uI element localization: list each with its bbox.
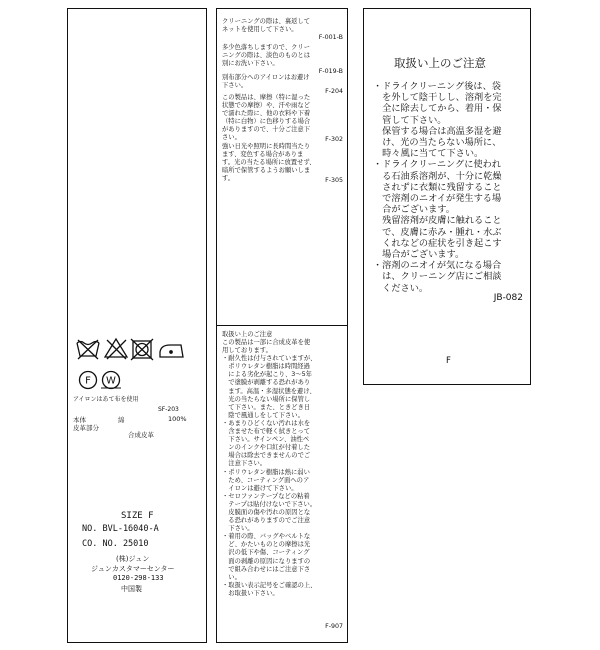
phone-number: 0120-298-133 — [113, 574, 164, 582]
size-text: SIZE F — [121, 511, 154, 521]
company-name: (株)ジュン — [116, 555, 150, 563]
middle-care-label — [216, 8, 348, 643]
leather-notice-code: F-907 — [325, 623, 343, 630]
left-care-label — [67, 8, 207, 643]
care-code: SF-203 — [158, 406, 179, 413]
leather-notice-title: 取扱い上のご注意 — [222, 331, 273, 338]
right-notice-code: JB-082 — [493, 293, 523, 303]
right-size-letter: F — [446, 356, 451, 366]
product-number: NO. BVL-16040-A — [82, 524, 159, 534]
svg-text:F: F — [85, 375, 91, 387]
professional-care-symbols — [77, 369, 157, 391]
notice-code-2: F-019-B — [318, 68, 343, 75]
fabric-body-percent: 100% — [168, 415, 187, 423]
notice-block-1: クリーニングの際は、裏返して ネットを使用して下さい。 — [222, 18, 311, 34]
notice-code-1: F-001-B — [318, 34, 343, 41]
iron-low-icon — [160, 345, 183, 357]
right-notice-body: ・ドライクリーニング後は、袋 を外して陰干しし、溶剤を完 全に除去してから、着用・保 管して下さい。 保管する場合は高温多湿を避 け、光の当たらない場所に、 時々風に当てて下さい。 ・ドライクリーニングに使われ る石油系溶剤が、十分に乾燥 されずに衣類に残留すること で溶剤のニオイが発生する場 合がございます。 残留溶剤が皮膚に触れること で、皮膚に赤み・腫れ・水ぶ くれなどの症状を引き起こす 場合がございます。 ・溶剤のニオイが気になる場合 は、クリーニング店にご相談 ください。 — [373, 81, 502, 294]
hand-wash-prohibited-icon — [77, 340, 99, 359]
bleach-prohibited-icon — [105, 339, 127, 359]
right-care-label — [363, 8, 531, 385]
notice-block-2: 多少色落ちしますので、クリー ニングの際は、淡色のものとは 別にお洗い下さい。 — [222, 44, 311, 68]
fabric-leather-label: 皮革部分 — [73, 424, 99, 432]
dry-clean-icon — [80, 372, 97, 389]
fabric-leather-material: 合成皮革 — [128, 431, 154, 439]
tumble-dry-prohibited-icon — [131, 339, 153, 360]
svg-text:W: W — [106, 375, 116, 387]
notice-code-4: F-302 — [325, 136, 343, 143]
care-note: アイロンはあて布を使用 — [73, 396, 139, 403]
notice-code-3: F-204 — [325, 88, 343, 95]
origin-text: 中国製 — [121, 585, 142, 593]
fabric-body-label: 本体 — [73, 416, 86, 424]
customer-center: ジュンカスタマーセンター — [91, 565, 175, 573]
notice-block-5: 強い日光や照明に長時間当たり ます、変色する場合がありま す。光の当たる場所に放置せず、 暗所で保管するようお願いしま す。 — [222, 143, 316, 183]
wet-clean-icon — [101, 372, 121, 389]
middle-divider — [217, 325, 347, 326]
care-symbols-row — [75, 336, 201, 362]
leather-notice-body: この製品は一部に合成皮革を使 用しております。 ・耐久性は付与されていますが、 ポリウレタン樹脂は時間経過 による劣化が起こり、3～5年 で塗膜が剥離する恐れがあり ます。高温・多湿状態を避け、 光の当たらない場所に保管し て下さい。また、ときどき日 陰で風通しをして下さい。 ・あまりひどくない汚れは水を 含ませた布で軽く拭きとって 下さい。サインペン、油性ペ ンのインクや口紅が付着した 場合は除去できませんのでご 注意下さい。 ・ポリウレタン樹脂は熱に弱い ため、コーティング面へのア イロンは避けて下さい。 ・セロファンテープなどの粘着 テープは貼付けないで下さい。 皮膜面の傷や汚れの原因とな る恐れがありますのでご注意 下さい。 ・着用の際、バッグやベルトな ど、かたいものとの摩擦は光 沢の低下や傷、コーティング 面の剥離の原因になりますの で組み合わせにはご注意下さ い。 ・取扱い表示記号をご確認の上、 お取扱い下さい。 — [222, 339, 317, 597]
notice-code-5: F-305 — [325, 177, 343, 184]
notice-block-4: この製品は、摩擦（特に湿った 状態での摩擦）や、汗や雨など で濡れた際に、他の衣料や下着 （特に白物）に色移りする場合 がありますので、十分ご注意下 さい。 — [222, 94, 311, 142]
co-number: CO. NO. 25010 — [82, 539, 149, 549]
notice-block-3: 別布部分へのアイロンはお避け 下さい。 — [222, 74, 310, 90]
fabric-body-material: 綿 — [118, 416, 125, 424]
right-notice-title: 取扱い上のご注意 — [394, 56, 486, 70]
